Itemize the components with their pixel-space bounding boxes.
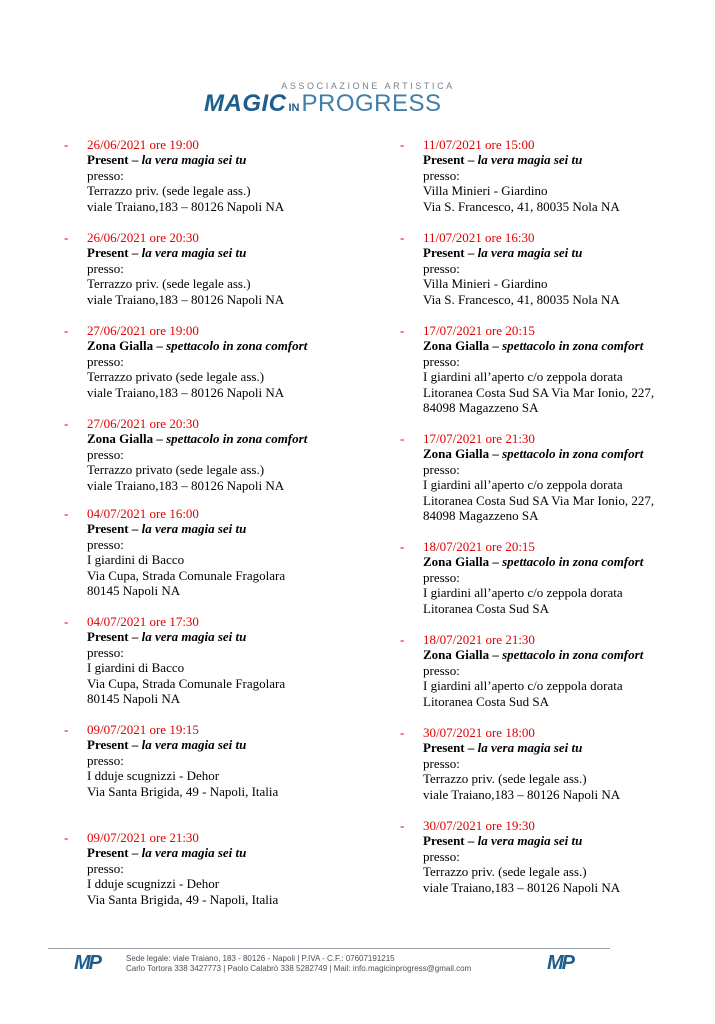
event-title xyxy=(87,245,367,260)
show-name: Present xyxy=(87,521,129,537)
entry-body xyxy=(87,137,367,214)
event-date: 26/06/2021 ore 19:00 xyxy=(87,137,199,152)
title-separator: – xyxy=(492,647,499,663)
event-date: 09/07/2021 ore 19:15 xyxy=(87,722,199,737)
venue-line: Terrazzo priv. (sede legale ass.) xyxy=(87,276,251,292)
event-date: 27/06/2021 ore 20:30 xyxy=(87,416,199,431)
title-separator: – xyxy=(467,152,475,168)
event-date: 17/07/2021 ore 21:30 xyxy=(423,431,535,446)
event-title xyxy=(87,152,367,167)
event-title xyxy=(423,833,703,848)
bullet-dash: - xyxy=(400,431,405,446)
presso-label: presso: xyxy=(87,536,124,552)
presso-label: presso: xyxy=(87,752,124,768)
show-subtitle: spettacolo in zona comfort xyxy=(166,431,308,447)
entry-body xyxy=(423,323,703,415)
bullet-dash: - xyxy=(64,614,69,629)
bullet-dash: - xyxy=(400,230,405,245)
venue-line: viale Traiano,183 – 80126 Napoli NA xyxy=(87,384,285,400)
bullet-dash: - xyxy=(64,416,69,431)
show-name: Present xyxy=(87,845,129,861)
show-subtitle: la vera magia sei tu xyxy=(141,521,247,537)
footer-contacts-line: Carlo Tortora 338 3427773 | Paolo Calabrò 338 5282749 | Mail: info.magicinprogress@gmail.com xyxy=(126,964,472,973)
presso-label: presso: xyxy=(87,167,124,183)
show-subtitle: spettacolo in zona comfort xyxy=(502,647,644,663)
venue-line: Villa Minieri - Giardino xyxy=(423,276,548,292)
event-date: 04/07/2021 ore 17:30 xyxy=(87,614,199,629)
venue-line: I giardini all’aperto c/o zeppola dorata xyxy=(423,678,623,694)
event-date: 30/07/2021 ore 18:00 xyxy=(423,725,535,740)
event-date: 04/07/2021 ore 16:00 xyxy=(87,506,199,521)
event-date: 26/06/2021 ore 20:30 xyxy=(87,230,199,245)
show-name: Present xyxy=(423,740,465,756)
show-subtitle: la vera magia sei tu xyxy=(477,245,583,261)
show-subtitle: la vera magia sei tu xyxy=(141,737,247,753)
show-name: Zona Gialla xyxy=(87,338,154,354)
bullet-dash: - xyxy=(64,506,69,521)
event-date: 09/07/2021 ore 21:30 xyxy=(87,830,199,845)
show-name: Present xyxy=(87,245,129,261)
title-separator: – xyxy=(131,245,139,261)
title-separator: – xyxy=(131,737,139,753)
presso-label: presso: xyxy=(423,662,460,678)
show-subtitle: la vera magia sei tu xyxy=(141,152,247,168)
venue-line: I giardini di Bacco xyxy=(87,552,185,568)
title-separator: – xyxy=(467,740,475,756)
title-separator: – xyxy=(131,845,139,861)
event-date: 18/07/2021 ore 21:30 xyxy=(423,632,535,647)
event-date: 18/07/2021 ore 20:15 xyxy=(423,539,535,554)
presso-label: presso: xyxy=(423,569,460,585)
venue-line: Via Cupa, Strada Comunale Fragolara xyxy=(87,675,286,691)
bullet-dash: - xyxy=(400,725,405,740)
venue-line: Terrazzo privato (sede legale ass.) xyxy=(87,462,265,478)
mp-logo-left: MP xyxy=(74,952,100,974)
venue-line: I giardini all’aperto c/o zeppola dorata xyxy=(423,369,623,385)
venue-line: viale Traiano,183 – 80126 Napoli NA xyxy=(423,786,621,802)
presso-label: presso: xyxy=(423,353,460,369)
bullet-dash: - xyxy=(400,818,405,833)
show-name: Present xyxy=(87,152,129,168)
show-subtitle: spettacolo in zona comfort xyxy=(166,338,308,354)
venue-line: viale Traiano,183 – 80126 Napoli NA xyxy=(87,291,285,307)
presso-label: presso: xyxy=(87,353,124,369)
show-name: Present xyxy=(87,737,129,753)
entry-body xyxy=(87,416,367,493)
entry-body xyxy=(87,722,367,799)
venue-line: Via S. Francesco, 41, 80035 Nola NA xyxy=(423,291,620,307)
entry-body xyxy=(423,632,703,709)
bullet-dash: - xyxy=(64,230,69,245)
venue-line: Via Santa Brigida, 49 - Napoli, Italia xyxy=(87,783,279,799)
show-name: Zona Gialla xyxy=(423,554,490,570)
venue-line: Terrazzo priv. (sede legale ass.) xyxy=(423,771,587,787)
venue-line: Via S. Francesco, 41, 80035 Nola NA xyxy=(423,198,620,214)
presso-label: presso: xyxy=(423,848,460,864)
venue-line: Terrazzo priv. (sede legale ass.) xyxy=(87,183,251,199)
title-separator: – xyxy=(492,446,499,462)
presso-label: presso: xyxy=(87,860,124,876)
event-title xyxy=(423,554,703,569)
venue-line: 80145 Napoli NA xyxy=(87,583,181,599)
show-name: Zona Gialla xyxy=(423,446,490,462)
show-name: Present xyxy=(423,152,465,168)
event-date: 30/07/2021 ore 19:30 xyxy=(423,818,535,833)
event-title xyxy=(423,245,703,260)
show-name: Zona Gialla xyxy=(423,338,490,354)
footer-divider xyxy=(48,948,610,949)
entry-body xyxy=(423,725,703,802)
entry-body xyxy=(423,431,703,523)
page-footer xyxy=(0,944,715,984)
venue-line: Litoranea Costa Sud SA xyxy=(423,693,550,709)
logo-progress-word: PROGRESS xyxy=(301,90,442,117)
logo-in-word: IN xyxy=(288,102,300,114)
venue-line: Via Cupa, Strada Comunale Fragolara xyxy=(87,567,286,583)
venue-line: 84098 Magazzeno SA xyxy=(423,400,539,416)
presso-label: presso: xyxy=(423,167,460,183)
event-title xyxy=(423,338,703,353)
title-separator: – xyxy=(131,629,139,645)
show-name: Zona Gialla xyxy=(87,431,154,447)
title-separator: – xyxy=(156,338,163,354)
presso-label: presso: xyxy=(423,461,460,477)
venue-line: Litoranea Costa Sud SA Via Mar Ionio, 227, xyxy=(423,384,655,400)
event-title xyxy=(423,647,703,662)
presso-label: presso: xyxy=(423,755,460,771)
bullet-dash: - xyxy=(64,323,69,338)
venue-line: Litoranea Costa Sud SA xyxy=(423,600,550,616)
title-separator: – xyxy=(467,245,475,261)
magic-in-progress-logo xyxy=(204,90,524,116)
event-title xyxy=(87,629,367,644)
event-title xyxy=(87,521,367,536)
event-date: 27/06/2021 ore 19:00 xyxy=(87,323,199,338)
event-title xyxy=(423,152,703,167)
event-title xyxy=(87,431,367,446)
venue-line: viale Traiano,183 – 80126 Napoli NA xyxy=(87,477,285,493)
entry-body xyxy=(87,230,367,307)
show-subtitle: spettacolo in zona comfort xyxy=(502,446,644,462)
event-title xyxy=(87,737,367,752)
entry-body xyxy=(87,506,367,598)
show-name: Present xyxy=(423,833,465,849)
event-title xyxy=(87,845,367,860)
event-date: 11/07/2021 ore 15:00 xyxy=(423,137,535,152)
venue-line: I giardini all’aperto c/o zeppola dorata xyxy=(423,477,623,493)
venue-line: viale Traiano,183 – 80126 Napoli NA xyxy=(423,879,621,895)
venue-line: Litoranea Costa Sud SA Via Mar Ionio, 227, xyxy=(423,492,655,508)
title-separator: – xyxy=(156,431,163,447)
bullet-dash: - xyxy=(400,137,405,152)
venue-line: I dduje scugnizzi - Dehor xyxy=(87,876,220,892)
entry-body xyxy=(87,614,367,706)
logo-magic-word: MAGIC xyxy=(204,90,287,117)
bullet-dash: - xyxy=(400,323,405,338)
title-separator: – xyxy=(492,554,499,570)
bullet-dash: - xyxy=(400,539,405,554)
entry-body xyxy=(423,230,703,307)
title-separator: – xyxy=(492,338,499,354)
event-date: 11/07/2021 ore 16:30 xyxy=(423,230,535,245)
venue-line: Terrazzo priv. (sede legale ass.) xyxy=(423,864,587,880)
venue-line: I dduje scugnizzi - Dehor xyxy=(87,768,220,784)
entry-body xyxy=(423,539,703,616)
page-header xyxy=(0,78,715,118)
venue-line: Terrazzo privato (sede legale ass.) xyxy=(87,369,265,385)
title-separator: – xyxy=(131,521,139,537)
show-subtitle: la vera magia sei tu xyxy=(477,740,583,756)
venue-line: I giardini di Bacco xyxy=(87,660,185,676)
event-title xyxy=(87,338,367,353)
entry-body xyxy=(87,830,367,907)
show-subtitle: spettacolo in zona comfort xyxy=(502,338,644,354)
venue-line: 80145 Napoli NA xyxy=(87,691,181,707)
presso-label: presso: xyxy=(87,446,124,462)
event-title xyxy=(423,740,703,755)
bullet-dash: - xyxy=(64,830,69,845)
show-subtitle: la vera magia sei tu xyxy=(477,833,583,849)
mp-logo-right: MP xyxy=(547,952,573,974)
entry-body xyxy=(423,818,703,895)
event-title xyxy=(423,446,703,461)
show-name: Zona Gialla xyxy=(423,647,490,663)
venue-line: Via Santa Brigida, 49 - Napoli, Italia xyxy=(87,891,279,907)
show-subtitle: la vera magia sei tu xyxy=(141,845,247,861)
show-subtitle: la vera magia sei tu xyxy=(141,629,247,645)
venue-line: Villa Minieri - Giardino xyxy=(423,183,548,199)
title-separator: – xyxy=(467,833,475,849)
venue-line: 84098 Magazzeno SA xyxy=(423,508,539,524)
show-subtitle: la vera magia sei tu xyxy=(477,152,583,168)
show-subtitle: la vera magia sei tu xyxy=(141,245,247,261)
event-date: 17/07/2021 ore 20:15 xyxy=(423,323,535,338)
bullet-dash: - xyxy=(64,722,69,737)
venue-line: I giardini all’aperto c/o zeppola dorata xyxy=(423,585,623,601)
show-name: Present xyxy=(423,245,465,261)
bullet-dash: - xyxy=(400,632,405,647)
entry-body xyxy=(423,137,703,214)
show-name: Present xyxy=(87,629,129,645)
entry-body xyxy=(87,323,367,400)
title-separator: – xyxy=(131,152,139,168)
presso-label: presso: xyxy=(87,644,124,660)
association-tagline: ASSOCIAZIONE ARTISTICA xyxy=(281,81,455,91)
footer-legal-line: Sede legale: viale Traiano, 183 - 80126 - Napoli | P.IVA - C.F.: 07607191215 xyxy=(126,954,395,963)
bullet-dash: - xyxy=(64,137,69,152)
presso-label: presso: xyxy=(87,260,124,276)
presso-label: presso: xyxy=(423,260,460,276)
venue-line: viale Traiano,183 – 80126 Napoli NA xyxy=(87,198,285,214)
show-subtitle: spettacolo in zona comfort xyxy=(502,554,644,570)
